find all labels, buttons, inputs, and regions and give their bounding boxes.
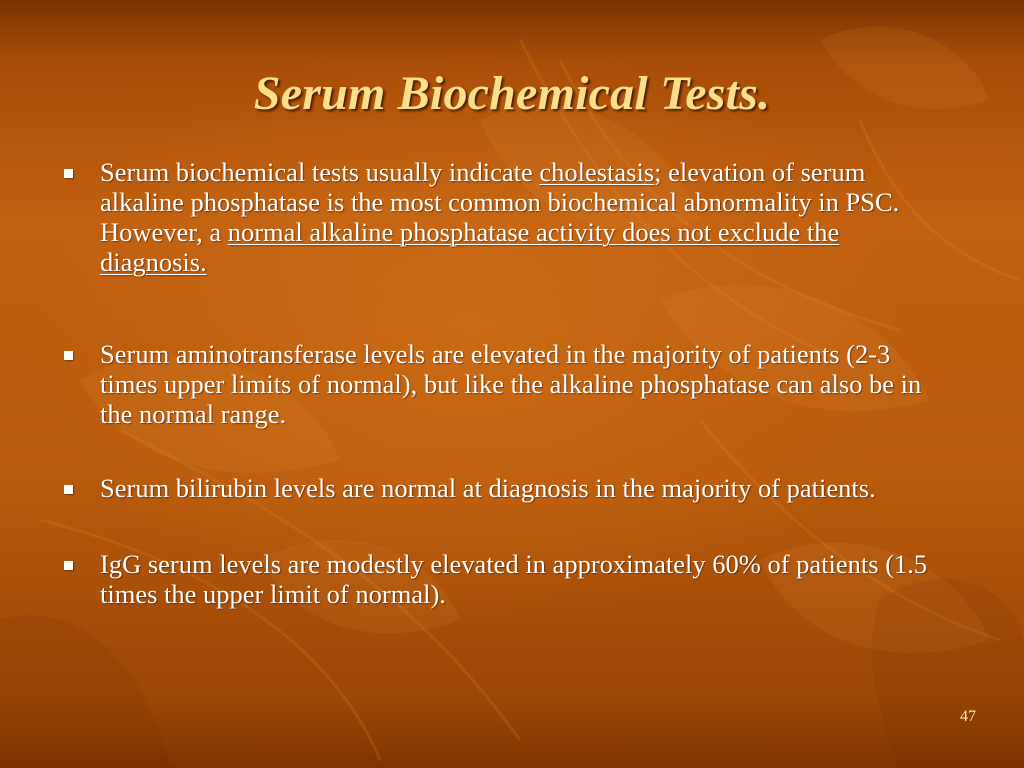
bullet-text: Serum aminotransferase levels are elevated in the majority of patients (2-3 times upper limits of normal), but like the alkaline phosphatase can also be in the normal range. xyxy=(100,339,922,429)
page-number: 47 xyxy=(960,708,976,725)
underlined-phrase-normal-alp: normal alkaline phosphatase activity does not exclude the diagnosis. xyxy=(100,217,840,277)
slide-title: Serum Biochemical Tests. xyxy=(253,67,771,120)
bullet-list xyxy=(60,157,940,609)
bullet-marker-icon xyxy=(64,351,73,360)
bullet-marker-icon xyxy=(64,485,73,494)
bullet-text: Serum biochemical tests usually indicate xyxy=(100,157,540,187)
bullet-marker-icon xyxy=(64,169,73,178)
bullet-item xyxy=(60,339,940,429)
bullet-text: ; elevation of serum alkaline phosphatase is the most common biochemical abnormality in PSC. However, a xyxy=(100,157,900,247)
bullet-item xyxy=(60,473,940,503)
bullet-marker-icon xyxy=(64,561,73,570)
bullet-item xyxy=(60,549,940,609)
bullet-text: Serum bilirubin levels are normal at diagnosis in the majority of patients. xyxy=(100,473,876,503)
bullet-item xyxy=(60,157,940,277)
underlined-term-cholestasis: cholestasis xyxy=(539,157,655,187)
bullet-text: IgG serum levels are modestly elevated in approximately 60% of patients (1.5 times the upper limit of normal). xyxy=(100,549,928,609)
